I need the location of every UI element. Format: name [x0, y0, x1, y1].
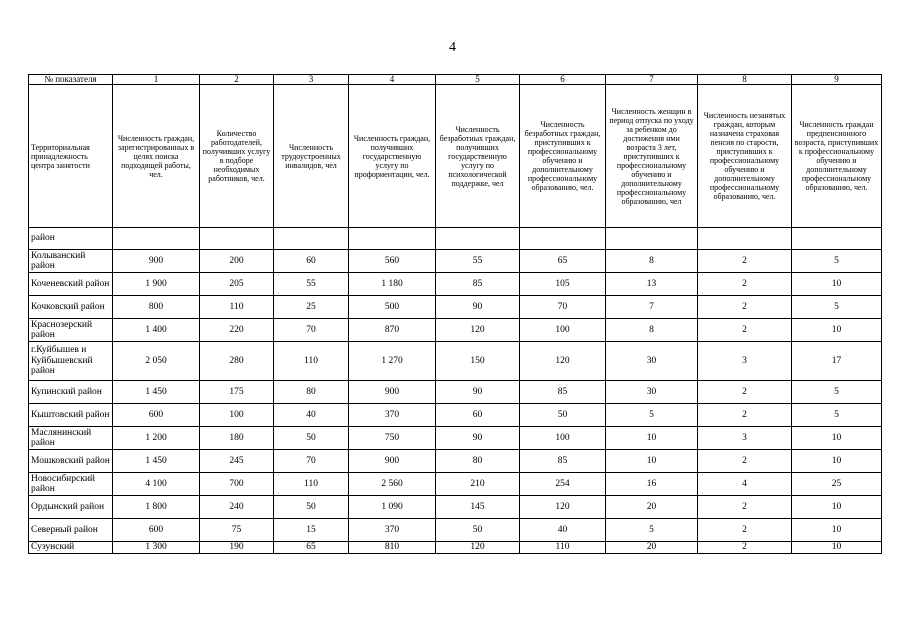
value-cell: 500: [349, 296, 436, 319]
value-cell: 10: [792, 542, 882, 554]
value-cell: 85: [520, 450, 606, 473]
value-cell: 2: [698, 273, 792, 296]
value-cell: 205: [200, 273, 274, 296]
value-cell: 16: [606, 473, 698, 496]
value-cell: 100: [520, 427, 606, 450]
value-cell: 85: [520, 381, 606, 404]
value-cell: 5: [792, 404, 882, 427]
value-cell: 870: [349, 319, 436, 342]
empty-cell: [200, 228, 274, 250]
table-row: [29, 273, 882, 296]
value-cell: 1 900: [113, 273, 200, 296]
value-cell: 17: [792, 342, 882, 381]
value-cell: 2 560: [349, 473, 436, 496]
value-cell: 40: [520, 519, 606, 542]
table-row: [29, 381, 882, 404]
index-cell: 5: [436, 75, 520, 85]
value-cell: 800: [113, 296, 200, 319]
value-cell: 20: [606, 496, 698, 519]
index-cell: 4: [349, 75, 436, 85]
value-cell: 65: [520, 250, 606, 273]
table-row: [29, 519, 882, 542]
value-cell: 120: [520, 496, 606, 519]
value-cell: 2: [698, 404, 792, 427]
value-cell: 190: [200, 542, 274, 554]
value-cell: 1 270: [349, 342, 436, 381]
value-cell: 50: [274, 496, 349, 519]
value-cell: 7: [606, 296, 698, 319]
value-cell: 10: [792, 496, 882, 519]
value-cell: 220: [200, 319, 274, 342]
value-cell: 100: [520, 319, 606, 342]
value-cell: 370: [349, 404, 436, 427]
value-cell: 1 180: [349, 273, 436, 296]
district-name: Северный район: [29, 519, 113, 542]
table-row: [29, 450, 882, 473]
value-cell: 55: [274, 273, 349, 296]
index-cell: 8: [698, 75, 792, 85]
district-name: Ордынский район: [29, 496, 113, 519]
value-cell: 700: [200, 473, 274, 496]
header-row: [29, 85, 882, 228]
value-cell: 90: [436, 427, 520, 450]
district-name: г.Куйбышев и Куйбышевский район: [29, 342, 113, 381]
value-cell: 10: [792, 519, 882, 542]
value-cell: 5: [792, 381, 882, 404]
value-cell: 5: [606, 404, 698, 427]
value-cell: 85: [436, 273, 520, 296]
table-row: [29, 296, 882, 319]
table-row: [29, 250, 882, 273]
header-cell: Численность граждан, зарегистрированных в целях поиска подходящей работы, чел.: [113, 85, 200, 228]
table-row: [29, 542, 882, 554]
index-cell: 9: [792, 75, 882, 85]
empty-cell: [520, 228, 606, 250]
value-cell: 50: [520, 404, 606, 427]
index-cell: 3: [274, 75, 349, 85]
value-cell: 13: [606, 273, 698, 296]
value-cell: 70: [274, 450, 349, 473]
value-cell: 2: [698, 450, 792, 473]
value-cell: 1 400: [113, 319, 200, 342]
value-cell: 2: [698, 381, 792, 404]
header-cell: Количество работодателей, получивших услугу в подборе необходимых работников, чел.: [200, 85, 274, 228]
value-cell: 10: [606, 450, 698, 473]
value-cell: 2: [698, 496, 792, 519]
value-cell: 25: [792, 473, 882, 496]
value-cell: 50: [274, 427, 349, 450]
value-cell: 25: [274, 296, 349, 319]
value-cell: 2: [698, 319, 792, 342]
value-cell: 600: [113, 519, 200, 542]
value-cell: 8: [606, 319, 698, 342]
value-cell: 110: [200, 296, 274, 319]
value-cell: 90: [436, 296, 520, 319]
value-cell: 145: [436, 496, 520, 519]
value-cell: 1 450: [113, 381, 200, 404]
index-cell: 2: [200, 75, 274, 85]
header-cell: Численность безработных граждан, приступивших к профессиональному обучению и дополнительному профессиональному образованию, чел.: [520, 85, 606, 228]
empty-cell: [606, 228, 698, 250]
value-cell: 8: [606, 250, 698, 273]
value-cell: 2: [698, 296, 792, 319]
value-cell: 10: [792, 427, 882, 450]
district-name: Краснозерский район: [29, 319, 113, 342]
table-row: [29, 427, 882, 450]
value-cell: 10: [606, 427, 698, 450]
district-name: Мошковский район: [29, 450, 113, 473]
value-cell: 2: [698, 519, 792, 542]
value-cell: 105: [520, 273, 606, 296]
index-cell: 7: [606, 75, 698, 85]
table-row: [29, 473, 882, 496]
value-cell: 30: [606, 381, 698, 404]
district-name: Кочковский район: [29, 296, 113, 319]
value-cell: 60: [274, 250, 349, 273]
empty-cell: [698, 228, 792, 250]
value-cell: 120: [520, 342, 606, 381]
table-row: [29, 404, 882, 427]
value-cell: 20: [606, 542, 698, 554]
value-cell: 280: [200, 342, 274, 381]
index-cell: 6: [520, 75, 606, 85]
value-cell: 600: [113, 404, 200, 427]
value-cell: 1 450: [113, 450, 200, 473]
value-cell: 90: [436, 381, 520, 404]
value-cell: 750: [349, 427, 436, 450]
district-name: Маслянинский район: [29, 427, 113, 450]
value-cell: 2: [698, 542, 792, 554]
value-cell: 110: [520, 542, 606, 554]
empty-cell: [113, 228, 200, 250]
district-name: Новосибирский район: [29, 473, 113, 496]
value-cell: 10: [792, 319, 882, 342]
value-cell: 150: [436, 342, 520, 381]
index-cell: № показателя: [29, 75, 113, 85]
value-cell: 80: [274, 381, 349, 404]
empty-cell: [274, 228, 349, 250]
value-cell: 1 800: [113, 496, 200, 519]
value-cell: 370: [349, 519, 436, 542]
value-cell: 2 050: [113, 342, 200, 381]
district-name: Кыштовский район: [29, 404, 113, 427]
value-cell: 245: [200, 450, 274, 473]
value-cell: 110: [274, 473, 349, 496]
value-cell: 120: [436, 319, 520, 342]
value-cell: 70: [274, 319, 349, 342]
value-cell: 50: [436, 519, 520, 542]
empty-cell: [349, 228, 436, 250]
value-cell: 210: [436, 473, 520, 496]
empty-cell: [436, 228, 520, 250]
page-number: 4: [449, 40, 456, 55]
value-cell: 560: [349, 250, 436, 273]
header-cell: Численность незанятых граждан, которым назначена страховая пенсия по старости, приступивших к профессиональному обучению и дополнительному профессиональному образованию, чел.: [698, 85, 792, 228]
value-cell: 55: [436, 250, 520, 273]
value-cell: 1 090: [349, 496, 436, 519]
value-cell: 2: [698, 250, 792, 273]
value-cell: 75: [200, 519, 274, 542]
value-cell: 40: [274, 404, 349, 427]
value-cell: 120: [436, 542, 520, 554]
continuation-label: район: [29, 228, 113, 250]
header-cell: Численность граждан, получивших государственную услугу по профориентации, чел.: [349, 85, 436, 228]
district-name: Сузунский: [29, 542, 113, 554]
header-cell: Территориальная принадлежность центра занятости: [29, 85, 113, 228]
header-cell: Численность безработных граждан, получивших государственную услугу по психологической поддержке, чел: [436, 85, 520, 228]
value-cell: 200: [200, 250, 274, 273]
value-cell: 3: [698, 427, 792, 450]
value-cell: 175: [200, 381, 274, 404]
index-cell: 1: [113, 75, 200, 85]
district-name: Купинский район: [29, 381, 113, 404]
continuation-row: [29, 228, 882, 250]
value-cell: 3: [698, 342, 792, 381]
value-cell: 254: [520, 473, 606, 496]
empty-cell: [792, 228, 882, 250]
value-cell: 10: [792, 450, 882, 473]
value-cell: 110: [274, 342, 349, 381]
value-cell: 900: [349, 450, 436, 473]
value-cell: 10: [792, 273, 882, 296]
value-cell: 900: [349, 381, 436, 404]
value-cell: 5: [606, 519, 698, 542]
value-cell: 60: [436, 404, 520, 427]
value-cell: 180: [200, 427, 274, 450]
value-cell: 240: [200, 496, 274, 519]
value-cell: 100: [200, 404, 274, 427]
header-cell: Численность трудоустроенных инвалидов, чел: [274, 85, 349, 228]
table-row: [29, 342, 882, 381]
table-row: [29, 496, 882, 519]
value-cell: 5: [792, 250, 882, 273]
header-cell: Численность граждан предпенсионного возраста, приступивших к профессиональному обучению и дополнительному профессиональному образованию, чел.: [792, 85, 882, 228]
value-cell: 4: [698, 473, 792, 496]
value-cell: 4 100: [113, 473, 200, 496]
indicators-table: [28, 74, 882, 554]
value-cell: 65: [274, 542, 349, 554]
index-row: [29, 75, 882, 85]
value-cell: 1 200: [113, 427, 200, 450]
table-row: [29, 319, 882, 342]
header-cell: Численность женщин в период отпуска по уходу за ребенком до достижения ими возраста 3 лет, приступивших к профессиональному обучению и дополнительному профессиональному образованию, чел: [606, 85, 698, 228]
district-name: Коченевский район: [29, 273, 113, 296]
value-cell: 900: [113, 250, 200, 273]
value-cell: 15: [274, 519, 349, 542]
value-cell: 1 300: [113, 542, 200, 554]
value-cell: 70: [520, 296, 606, 319]
value-cell: 5: [792, 296, 882, 319]
district-name: Колыванский район: [29, 250, 113, 273]
value-cell: 80: [436, 450, 520, 473]
value-cell: 810: [349, 542, 436, 554]
value-cell: 30: [606, 342, 698, 381]
